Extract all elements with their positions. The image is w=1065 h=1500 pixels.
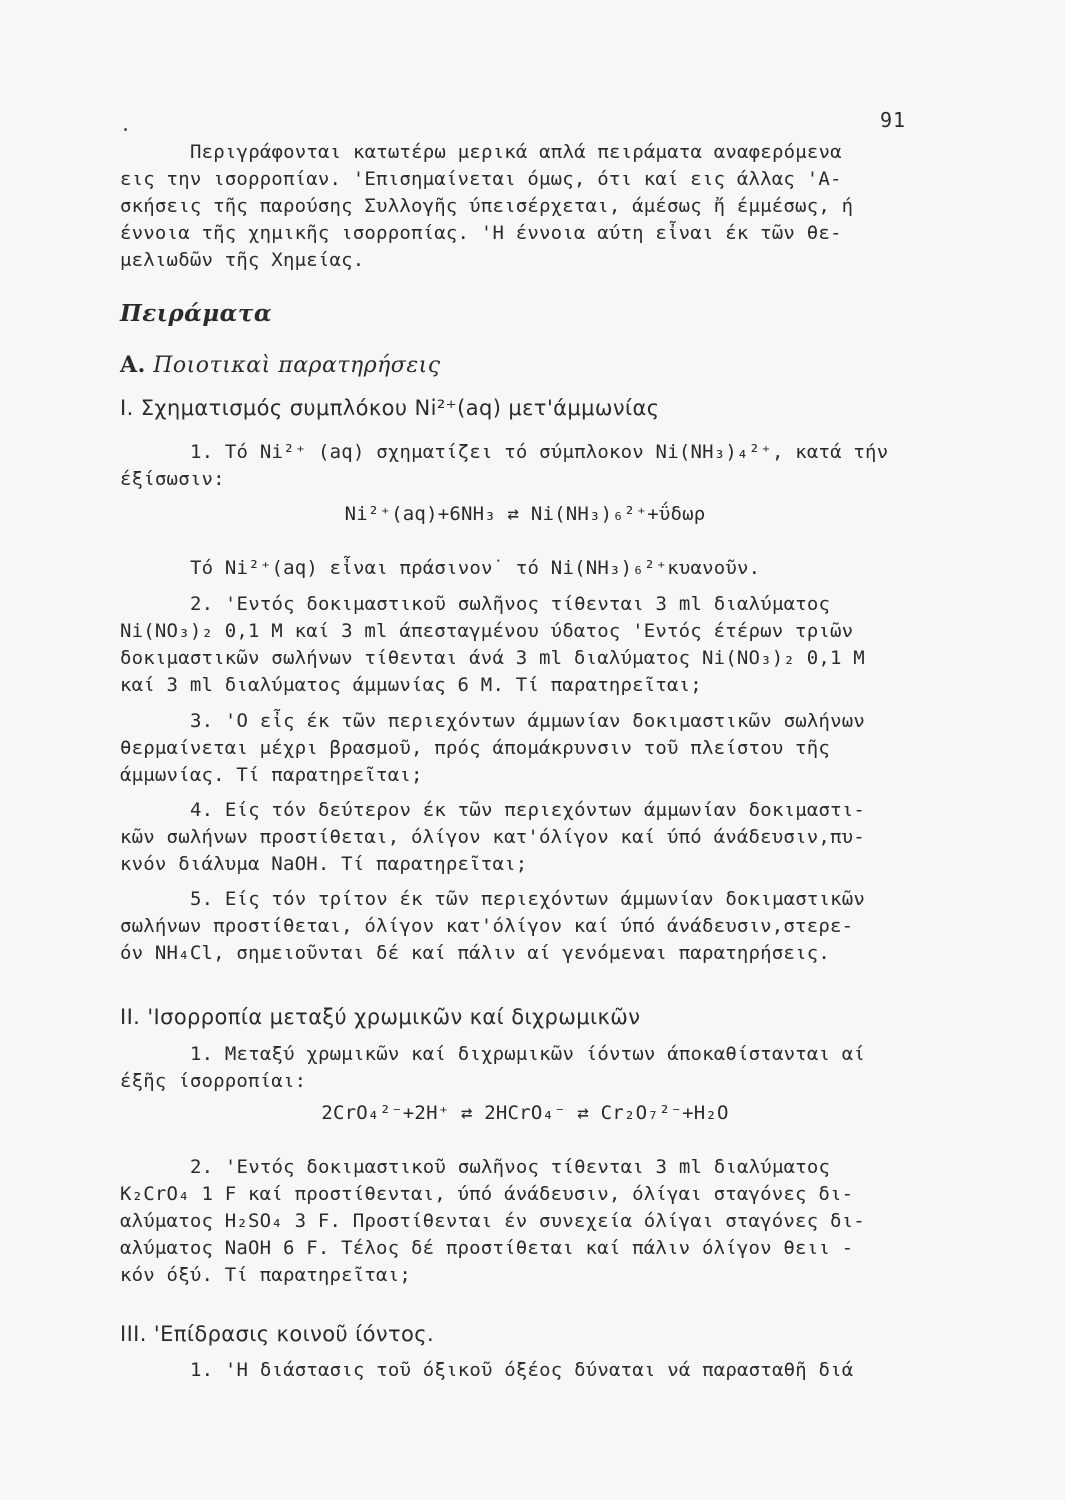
equation-nickel: Ni²⁺(aq)+6NH₃ ⇄ Ni(NH₃)₆²⁺+ΰδωρ (344, 503, 706, 525)
paragraph-line: κνόν διάλυμα NaOH. Τί παρατηρεῖται; (120, 853, 528, 875)
paragraph-line: 2. 'Εντός δοκιμαστικοῦ σωλῆνος τίθενται 3 ml διαλύματος (190, 1156, 831, 1178)
paragraph-line: Τό Ni²⁺(aq) εἶναι πράσινον˙ τό Ni(NH₃)₆²⁺κυανοῦν. (190, 557, 761, 579)
subsection-title (120, 352, 441, 378)
paragraph-line: 1. Τό Ni²⁺ (aq) σχηματίζει τό σύμπλοκον Ni(NH₃)₄²⁺, κατά τήν (190, 441, 889, 463)
paragraph-line: 5. Είς τόν τρίτον έκ τῶν περιεχόντων άμμωνίαν δοκιμαστικῶν (190, 888, 866, 910)
paragraph-line: 2. 'Εντός δοκιμαστικοῦ σωλῆνος τίθενται 3 ml διαλύματος (190, 593, 831, 615)
paragraph-line: άμμωνίας. Τί παρατηρεῖται; (120, 764, 423, 786)
paragraph-line: έξῆς ίσορροπίαι: (120, 1070, 307, 1092)
intro-line: Περιγράφονται κατωτέρω μερικά απλά πειράματα αναφερόμενα (190, 141, 842, 163)
paragraph-line: καί 3 ml διαλύματος άμμωνίας 6 M. Τί παρατηρεῖται; (120, 674, 702, 696)
part-1-heading: I. Σχηματισμός συμπλόκου Ni²⁺(aq) μετ'άμμωνίας (120, 396, 660, 420)
subsection-label: Ποιοτικαὶ παρατηρήσεις (153, 353, 441, 378)
intro-line: μελιωδῶν τῆς Χημείας. (120, 249, 365, 271)
paragraph-line: K₂CrO₄ 1 F καί προστίθενται, ύπό άνάδευσιν, όλίγαι σταγόνες δι- (120, 1183, 854, 1205)
paragraph-line: αλύματος NaOH 6 F. Τέλος δέ προστίθεται καί πάλιν όλίγον θειι - (120, 1237, 854, 1259)
paragraph-line: Ni(NO₃)₂ 0,1 M καί 3 ml άπεσταγμένου ύδατος 'Εντός έτέρων τριῶν (120, 620, 854, 642)
paragraph-line: 1. 'Η διάστασις τοῦ όξικοῦ όξέος δύναται νά παρασταθῆ διά (190, 1359, 854, 1381)
speck (124, 128, 127, 131)
paragraph-line: κῶν σωλήνων προστίθεται, όλίγον κατ'όλίγον καί ύπό άνάδευσιν,πυ- (120, 826, 865, 848)
paragraph-line: θερμαίνεται μέχρι βρασμοῦ, πρός άπομάκρυνσιν τοῦ πλείστου τῆς (120, 737, 830, 759)
paragraph-line: 3. 'Ο εἶς έκ τῶν περιεχόντων άμμωνίαν δοκιμαστικῶν σωλήνων (190, 710, 866, 732)
paragraph-line: έξίσωσιν: (120, 468, 225, 490)
intro-line: εις την ισορροπίαν. 'Επισημαίνεται όμως, ότι καί εις άλλας 'Α- (120, 168, 842, 190)
paragraph-line: σωλήνων προστίθεται, όλίγον κατ'όλίγον καί ύπό άνάδευσιν,στερε- (120, 915, 854, 937)
intro-line: σκήσεις τῆς παρούσης Συλλογῆς ύπεισέρχεται, άμέσως ἤ έμμέσως, ή (120, 195, 854, 217)
paragraph-line: δοκιμαστικῶν σωλήνων τίθενται άνά 3 ml διαλύματος Ni(NO₃)₂ 0,1 M (120, 647, 865, 669)
paragraph-line: όν NH₄Cl, σημειοῦνται δέ καί πάλιν αί γενόμεναι παρατηρήσεις. (120, 942, 830, 964)
subsection-prefix: Α. (120, 352, 146, 378)
section-title: Πειράματα (120, 300, 273, 327)
paragraph-line: 4. Είς τόν δεύτερον έκ τῶν περιεχόντων άμμωνίαν δοκιμαστι- (190, 799, 866, 821)
paragraph-line: 1. Μεταξύ χρωμικῶν καί διχρωμικῶν ίόντων άποκαθίστανται αί (190, 1043, 866, 1065)
equation-chromate: 2CrO₄²⁻+2H⁺ ⇄ 2HCrO₄⁻ ⇄ Cr₂O₇²⁻+H₂O (321, 1102, 729, 1124)
part-2-heading: II. 'Ισορροπία μεταξύ χρωμικῶν καί διχρωμικῶν (120, 1005, 641, 1029)
paragraph-line: αλύματος H₂SO₄ 3 F. Προστίθενται έν συνεχεία όλίγαι σταγόνες δι- (120, 1210, 865, 1232)
intro-line: έννοια τῆς χημικῆς ισορροπίας. 'Η έννοια αύτη εἶναι έκ τῶν θε- (120, 222, 842, 244)
part-3-heading: III. 'Επίδρασις κοινοῦ ίόντος. (120, 1322, 435, 1346)
page-number: 91 (880, 108, 907, 132)
paragraph-line: κόν όξύ. Τί παρατηρεῖται; (120, 1264, 411, 1286)
